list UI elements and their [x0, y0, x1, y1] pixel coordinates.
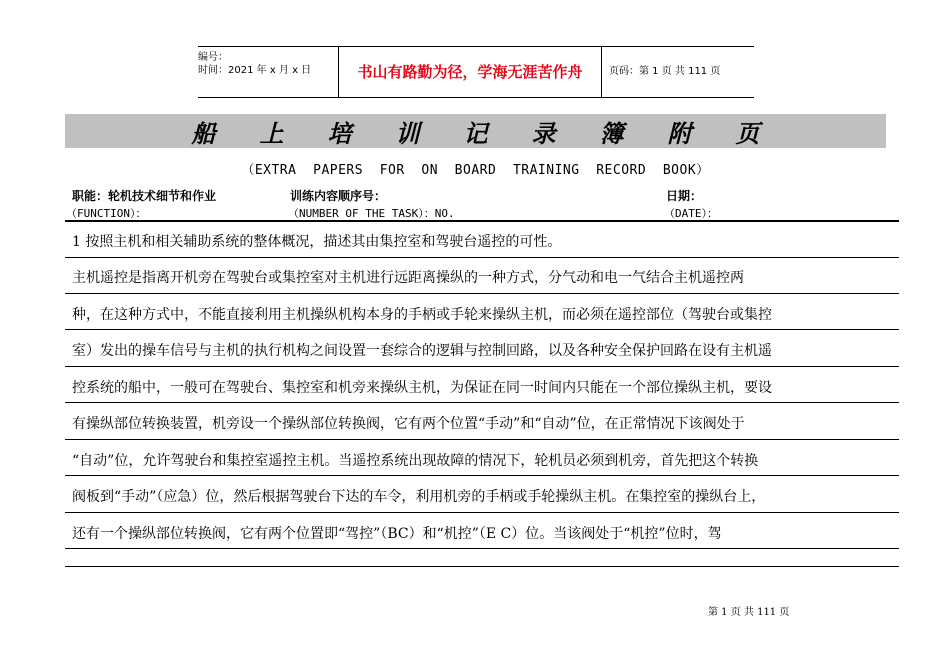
- header-table: [198, 46, 754, 98]
- body-line: 控系统的船中，一般可在驾驶台、集控室和机旁来操纵主机，为保证在同一时间内只能在一个部位操纵主机，要设: [72, 380, 772, 396]
- body-line: 阀板到“手动”（应急）位，然后根据驾驶台下达的车令，利用机旁的手柄或手轮操纵主机。在集控室的操纵台上，: [72, 489, 766, 505]
- subtitle: （EXTRA PAPERS FOR ON BOARD TRAINING RECORD BOOK）: [241, 163, 710, 178]
- body-line: 种，在这种方式中，不能直接利用主机操纵机构本身的手柄或手轮来操纵主机，而必须在遥控部位（驾驶台或集控: [72, 307, 772, 323]
- time-label: 时间：2021 年 x 月 x 日: [198, 65, 312, 76]
- header-meta: [198, 47, 338, 101]
- title-char: 船: [191, 118, 216, 148]
- divider: [65, 475, 899, 476]
- divider: [65, 220, 899, 222]
- task-en: （NUMBER OF THE TASK）：NO.: [288, 207, 455, 220]
- divider: [65, 566, 899, 567]
- date-label: 日期：: [666, 189, 703, 203]
- divider: [65, 512, 899, 513]
- title-char: 附: [667, 118, 692, 148]
- body-line: 还有一个操纵部位转换阀，它有两个位置即“驾控”（BC）和“机控”（E C）位。当该阀处于“机控”位时，驾: [72, 526, 722, 542]
- title-char: 上: [259, 118, 284, 148]
- function-label: 职能：轮机技术细节和作业: [72, 189, 217, 203]
- title-char: 记: [463, 118, 488, 148]
- body-line: 主机遥控是指离开机旁在驾驶台或集控室对主机进行远距离操纵的一种方式，分气动和电一气结合主机遥控两: [72, 270, 744, 286]
- divider: [65, 402, 899, 403]
- body-line: 室）发出的操车信号与主机的执行机构之间设置一套综合的逻辑与控制回路，以及各种安全保护回路在设有主机遥: [72, 343, 772, 359]
- page-code: 页码：第 1 页 共 111 页: [609, 66, 721, 77]
- divider: [65, 548, 899, 549]
- question-line: 1 按照主机和相关辅助系统的整体概况，描述其由集控室和驾驶台遥控的可性。: [72, 234, 562, 250]
- page-title: [65, 114, 886, 148]
- divider: [65, 293, 899, 294]
- divider: [65, 366, 899, 367]
- title-char: 录: [531, 118, 556, 148]
- page-footer: 第 1 页 共 111 页: [708, 607, 790, 618]
- function-en: （FUNCTION）：: [66, 207, 147, 220]
- number-label: 编号：: [198, 52, 228, 63]
- divider: [65, 439, 899, 440]
- title-char: 培: [327, 118, 352, 148]
- title-char: 训: [395, 118, 420, 148]
- title-char: 簿: [599, 118, 624, 148]
- date-en: （DATE）：: [664, 207, 718, 220]
- task-label: 训练内容顺序号：: [290, 189, 387, 203]
- body-line: “自动”位，允许驾驶台和集控室遥控主机。当遥控系统出现故障的情况下，轮机员必须到机旁，首先把这个转换: [72, 453, 759, 469]
- motto: 书山有路勤为径，学海无涯苦作舟: [338, 47, 602, 97]
- divider: [65, 257, 899, 258]
- title-char: 页: [735, 118, 760, 148]
- divider: [65, 329, 899, 330]
- body-line: 有操纵部位转换装置，机旁设一个操纵部位转换阀，它有两个位置“手动”和“自动”位，在正常情况下该阀处于: [72, 416, 745, 432]
